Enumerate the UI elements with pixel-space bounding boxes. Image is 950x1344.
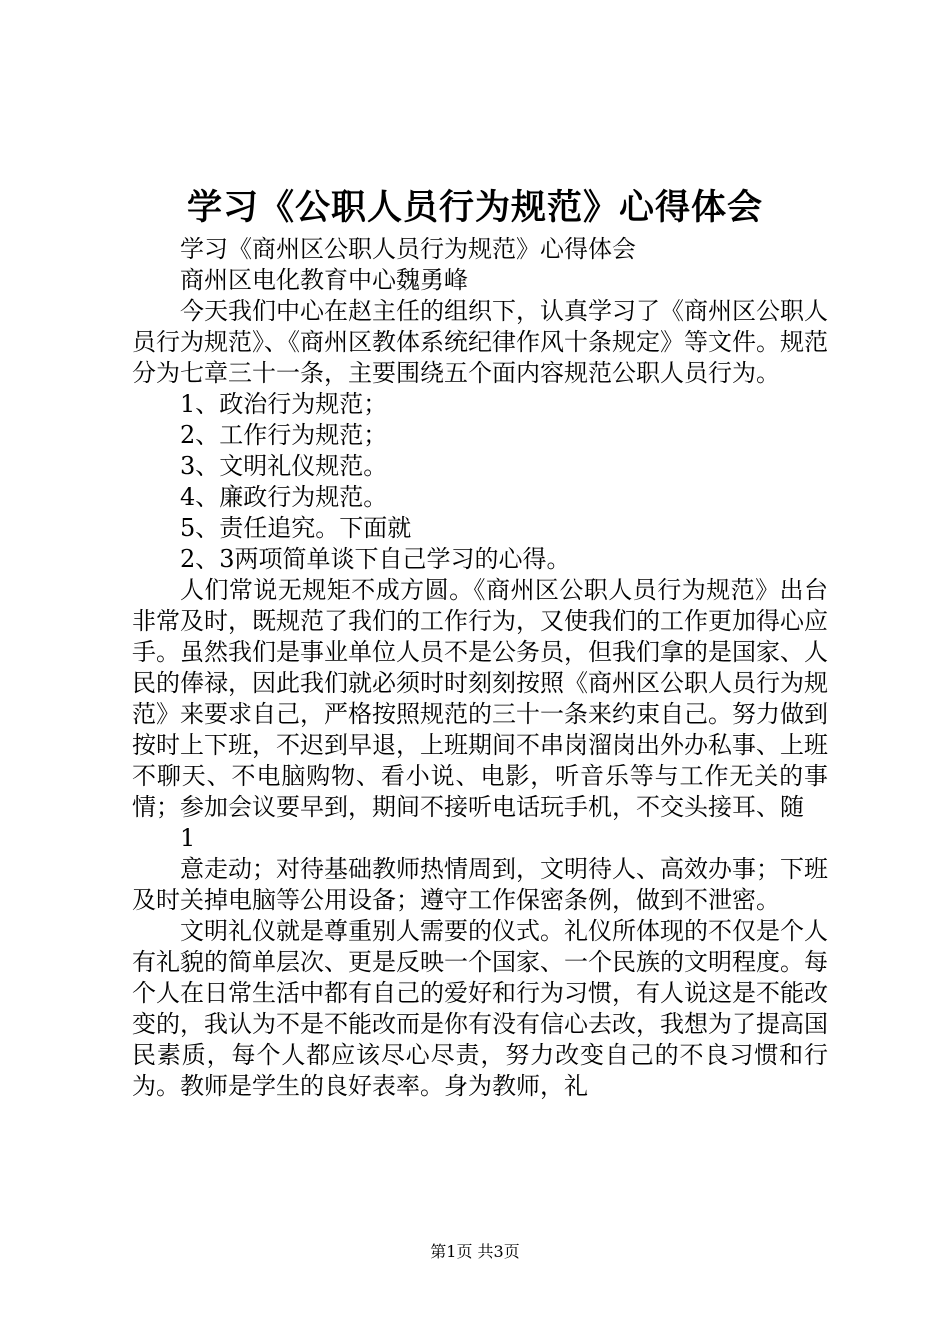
list-item: 5、责任追究。下面就 (180, 514, 412, 542)
paragraph: 今天我们中心在赵主任的组织下，认真学习了《商州区公职人员行为规范》、《商州区教体系统纪律作风十条规定》等文件。规范分为七章三十一条，主要围绕五个面内容规范公职人员行为。 (132, 297, 828, 387)
document-body (132, 234, 828, 1102)
list-item: 4、廉政行为规范。 (180, 483, 388, 511)
paragraph-author: 商州区电化教育中心魏勇峰 (180, 266, 468, 294)
paragraph: 文明礼仪就是尊重别人需要的仪式。礼仪所体现的不仅是个人有礼貌的简单层次、更是反映一个国家、一个民族的文明程度。每个人在日常生活中都有自己的爱好和行为习惯，有人说这是不能改变的，我认为不是不能改而是你有没有信心去改，我想为了提高国民素质，每个人都应该尽心尽责，努力改变自己的不良习惯和行为。教师是学生的良好表率。身为教师，礼 (132, 917, 828, 1100)
paragraph: 意走动；对待基础教师热情周到，文明待人、高效办事；下班及时关掉电脑等公用设备；遵守工作保密条例，做到不泄密。 (132, 855, 828, 914)
inline-page-number: 1 (180, 824, 196, 852)
list-item: 2、工作行为规范； (180, 421, 388, 449)
document-title: 学习《公职人员行为规范》心得体会 (186, 187, 763, 228)
list-item: 1、政治行为规范； (180, 390, 388, 418)
page-footer: 第1页 共3页 (430, 1242, 520, 1261)
paragraph-subtitle: 学习《商州区公职人员行为规范》心得体会 (180, 235, 636, 263)
list-item: 3、文明礼仪规范。 (180, 452, 388, 480)
paragraph: 人们常说无规矩不成方圆。《商州区公职人员行为规范》出台非常及时，既规范了我们的工作行为，又使我们的工作更加得心应手。虽然我们是事业单位人员不是公务员，但我们拿的是国家、人民的俸禄，因此我们就必须时时刻刻按照《商州区公职人员行为规范》来要求自己，严格按照规范的三十一条来约束自己。努力做到按时上下班，不迟到早退，上班期间不串岗溜岗出外办私事、上班不聊天、不电脑购物、看小说、电影，听音乐等与工作无关的事情；参加会议要早到，期间不接听电话玩手机，不交头接耳、随 (132, 576, 828, 821)
paragraph: 2、3两项简单谈下自己学习的心得。 (180, 545, 571, 573)
